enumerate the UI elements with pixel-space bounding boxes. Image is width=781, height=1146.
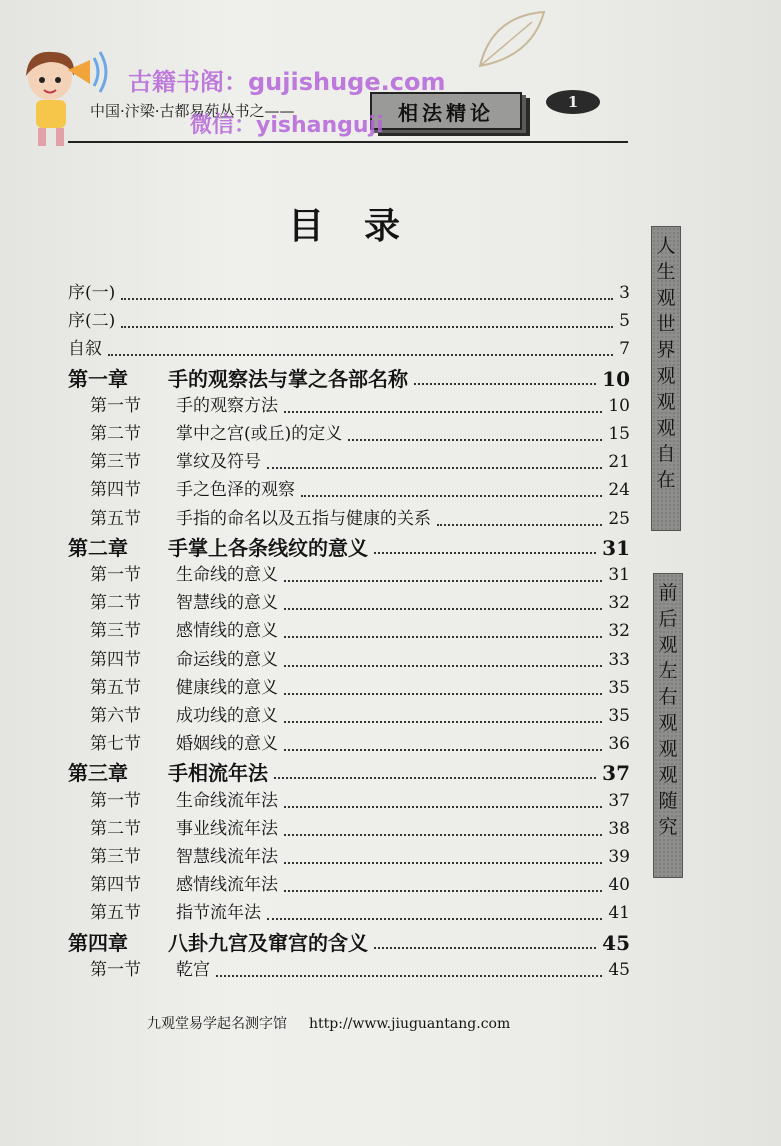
toc-page-number: 35 — [608, 706, 630, 726]
toc-entry-label: 第四节 — [90, 875, 141, 895]
toc-section-row — [90, 898, 630, 926]
toc-leader-dots — [284, 792, 602, 808]
toc-leader-dots — [274, 763, 596, 779]
toc-entry-title: 成功线的意义 — [176, 706, 278, 726]
book-title-plate: 相法精论 — [370, 92, 522, 130]
toc-entry-label: 第三节 — [90, 621, 141, 641]
toc-leader-dots — [284, 594, 602, 610]
toc-entry-title: 手的观察法与掌之各部名称 — [168, 367, 408, 391]
toc-entry-title: 婚姻线的意义 — [176, 734, 278, 754]
toc-entry-label: 第四节 — [90, 650, 141, 670]
toc-entry-title: 手的观察方法 — [176, 396, 278, 416]
watermark-wechat: 微信：yishanguji — [190, 113, 384, 138]
toc-section-row — [90, 701, 630, 729]
toc-entry-text — [90, 898, 261, 923]
toc-section-row — [90, 504, 630, 532]
toc-section-row — [90, 814, 630, 842]
toc-entry-label: 序(二) — [68, 311, 116, 331]
toc-entry-text — [90, 560, 278, 585]
toc-page-number: 37 — [602, 761, 630, 785]
toc-section-row — [90, 419, 630, 447]
toc-entry-text — [90, 616, 278, 641]
toc-entry-label: 第三节 — [90, 452, 141, 472]
toc-page-number: 3 — [619, 283, 630, 303]
toc-leader-dots — [437, 510, 602, 526]
toc-entry-text — [90, 870, 278, 895]
toc-entry-title: 健康线的意义 — [176, 678, 278, 698]
toc-entry-title: 感情线流年法 — [176, 875, 278, 895]
side-banner-bottom — [653, 573, 683, 878]
toc-front-row — [68, 334, 630, 362]
toc-leader-dots — [284, 735, 602, 751]
toc-entry-text — [90, 786, 278, 811]
toc-entry-label: 第二节 — [90, 819, 141, 839]
toc-page-number: 38 — [608, 819, 630, 839]
toc-page-number: 24 — [608, 480, 630, 500]
toc-page-number: 21 — [608, 452, 630, 472]
toc-entry-title: 生命线的意义 — [176, 565, 278, 585]
toc-entry-title: 八卦九宫及窜宫的含义 — [168, 931, 368, 955]
toc-page-number: 10 — [602, 367, 630, 391]
toc-page-number: 25 — [608, 509, 630, 529]
toc-leader-dots — [284, 566, 602, 582]
toc-section-row — [90, 588, 630, 616]
toc-page-number: 10 — [608, 396, 630, 416]
toc-leader-dots — [267, 453, 602, 469]
toc-entry-label: 第一节 — [90, 791, 141, 811]
toc-leader-dots — [284, 622, 602, 638]
toc-entry-label: 第二节 — [90, 424, 141, 444]
toc-section-row — [90, 955, 630, 983]
footer — [147, 1013, 510, 1033]
toc-page-number: 5 — [619, 311, 630, 331]
toc-front-row — [68, 278, 630, 306]
toc-entry-label: 序(一) — [68, 283, 116, 303]
header-rule — [68, 141, 628, 143]
toc-page-number: 35 — [608, 678, 630, 698]
toc-page-number: 45 — [608, 960, 630, 980]
toc-chapter-row — [68, 757, 630, 785]
toc-entry-text — [68, 363, 408, 392]
toc-page-number: 31 — [602, 536, 630, 560]
toc-entry-text — [90, 504, 431, 529]
toc-section-row — [90, 447, 630, 475]
toc-leader-dots — [374, 538, 596, 554]
toc-leader-dots — [284, 397, 602, 413]
toc-leader-dots — [216, 961, 602, 977]
toc-entry-title: 指节流年法 — [176, 903, 261, 923]
toc-page-number: 32 — [608, 593, 630, 613]
toc-page-number: 45 — [602, 931, 630, 955]
page-number: 1 — [546, 90, 600, 114]
toc-chapter-row — [68, 927, 630, 955]
toc-entry-title: 感情线的意义 — [176, 621, 278, 641]
toc-entry-title: 生命线流年法 — [176, 791, 278, 811]
toc-page-number: 41 — [608, 903, 630, 923]
toc-page-number: 7 — [619, 339, 630, 359]
toc-entry-title: 掌纹及符号 — [176, 452, 261, 472]
toc-section-row — [90, 870, 630, 898]
toc-leader-dots — [108, 340, 613, 356]
toc-section-row — [90, 560, 630, 588]
toc-page-number: 40 — [608, 875, 630, 895]
toc-entry-text — [90, 955, 210, 980]
toc-leader-dots — [121, 284, 613, 300]
toc-entry-text — [90, 588, 278, 613]
toc-entry-text — [90, 475, 295, 500]
toc-leader-dots — [284, 876, 602, 892]
toc-entry-label: 第二章 — [68, 536, 128, 560]
toc-entry-label: 第六节 — [90, 706, 141, 726]
toc-section-row — [90, 475, 630, 503]
toc-entry-label: 第四章 — [68, 931, 128, 955]
toc-leader-dots — [284, 848, 602, 864]
toc-entry-title: 掌中之宫(或丘)的定义 — [176, 424, 343, 444]
toc-leader-dots — [284, 820, 602, 836]
toc-entry-label: 第一节 — [90, 960, 141, 980]
toc-page-number: 32 — [608, 621, 630, 641]
toc-entry-title: 命运线的意义 — [176, 650, 278, 670]
toc-entry-title: 手指的命名以及五指与健康的关系 — [176, 509, 431, 529]
toc-entry-label: 第二节 — [90, 593, 141, 613]
toc-leader-dots — [284, 651, 602, 667]
page-title: 目录 — [288, 205, 441, 247]
toc-chapter-row — [68, 363, 630, 391]
toc-entry-label: 第五节 — [90, 903, 141, 923]
toc-front-row — [68, 306, 630, 334]
toc-page-number: 36 — [608, 734, 630, 754]
toc-entry-label: 第一节 — [90, 396, 141, 416]
toc-leader-dots — [284, 707, 602, 723]
toc-leader-dots — [374, 933, 596, 949]
toc-entry-text — [90, 701, 278, 726]
toc-entry-text — [68, 757, 268, 786]
toc-entry-label: 第一节 — [90, 565, 141, 585]
toc-page-number: 15 — [608, 424, 630, 444]
toc-section-row — [90, 729, 630, 757]
toc-page-number: 33 — [608, 650, 630, 670]
toc-entry-label: 第五节 — [90, 509, 141, 529]
toc-entry-text — [90, 814, 278, 839]
toc-chapter-row — [68, 532, 630, 560]
toc-leader-dots — [267, 904, 602, 920]
toc-entry-text — [90, 645, 278, 670]
toc-page-number: 31 — [608, 565, 630, 585]
toc-entry-text — [68, 927, 368, 956]
toc-entry-label: 第七节 — [90, 734, 141, 754]
toc-entry-label: 第四节 — [90, 480, 141, 500]
toc-leader-dots — [121, 312, 613, 328]
banner-text: 前 后 观 左 右 观 观 观 随 究 — [658, 582, 678, 838]
toc-section-row — [90, 391, 630, 419]
toc-entry-text — [68, 334, 102, 359]
banner-text: 人 生 观 世 界 观 观 观 自 在 — [656, 235, 676, 491]
toc-entry-title: 手相流年法 — [168, 761, 268, 785]
toc-leader-dots — [348, 425, 602, 441]
toc-leader-dots — [301, 481, 602, 497]
toc-entry-label: 第三章 — [68, 761, 128, 785]
toc-section-row — [90, 786, 630, 814]
toc-entry-text — [68, 532, 368, 561]
toc-entry-text — [90, 842, 278, 867]
side-banner-top — [651, 226, 681, 531]
toc-entry-title: 乾宫 — [176, 960, 210, 980]
toc-entry-text — [90, 419, 342, 444]
toc-entry-text — [90, 447, 261, 472]
watermark-site: 古籍书阁：gujishuge.com — [128, 68, 446, 96]
toc-page-number: 37 — [608, 791, 630, 811]
toc-entry-label: 第五节 — [90, 678, 141, 698]
footer-url: http://www.jiuguantang.com — [309, 1016, 511, 1032]
toc-entry-text — [90, 673, 278, 698]
toc-entry-title: 智慧线流年法 — [176, 847, 278, 867]
series-title: 中国·汴梁·古都易苑丛书之—— — [90, 102, 295, 120]
toc-entry-text — [90, 391, 278, 416]
toc-leader-dots — [284, 679, 602, 695]
toc-entry-label: 第三节 — [90, 847, 141, 867]
toc-leader-dots — [414, 369, 596, 385]
toc-section-row — [90, 842, 630, 870]
toc-section-row — [90, 616, 630, 644]
toc-section-row — [90, 645, 630, 673]
toc-entry-label: 第一章 — [68, 367, 128, 391]
toc-page-number: 39 — [608, 847, 630, 867]
leaf-icon — [472, 6, 552, 74]
toc-section-row — [90, 673, 630, 701]
toc-entry-title: 手掌上各条线纹的意义 — [168, 536, 368, 560]
toc-entry-text — [68, 306, 115, 331]
toc-entry-text — [90, 729, 278, 754]
toc-entry-label: 自叙 — [68, 339, 102, 359]
toc-entry-title: 手之色泽的观察 — [176, 480, 295, 500]
toc-entry-title: 事业线流年法 — [176, 819, 278, 839]
toc-entry-text — [68, 278, 115, 303]
toc-entry-title: 智慧线的意义 — [176, 593, 278, 613]
footer-name: 九观堂易学起名测字馆 — [147, 1016, 287, 1032]
